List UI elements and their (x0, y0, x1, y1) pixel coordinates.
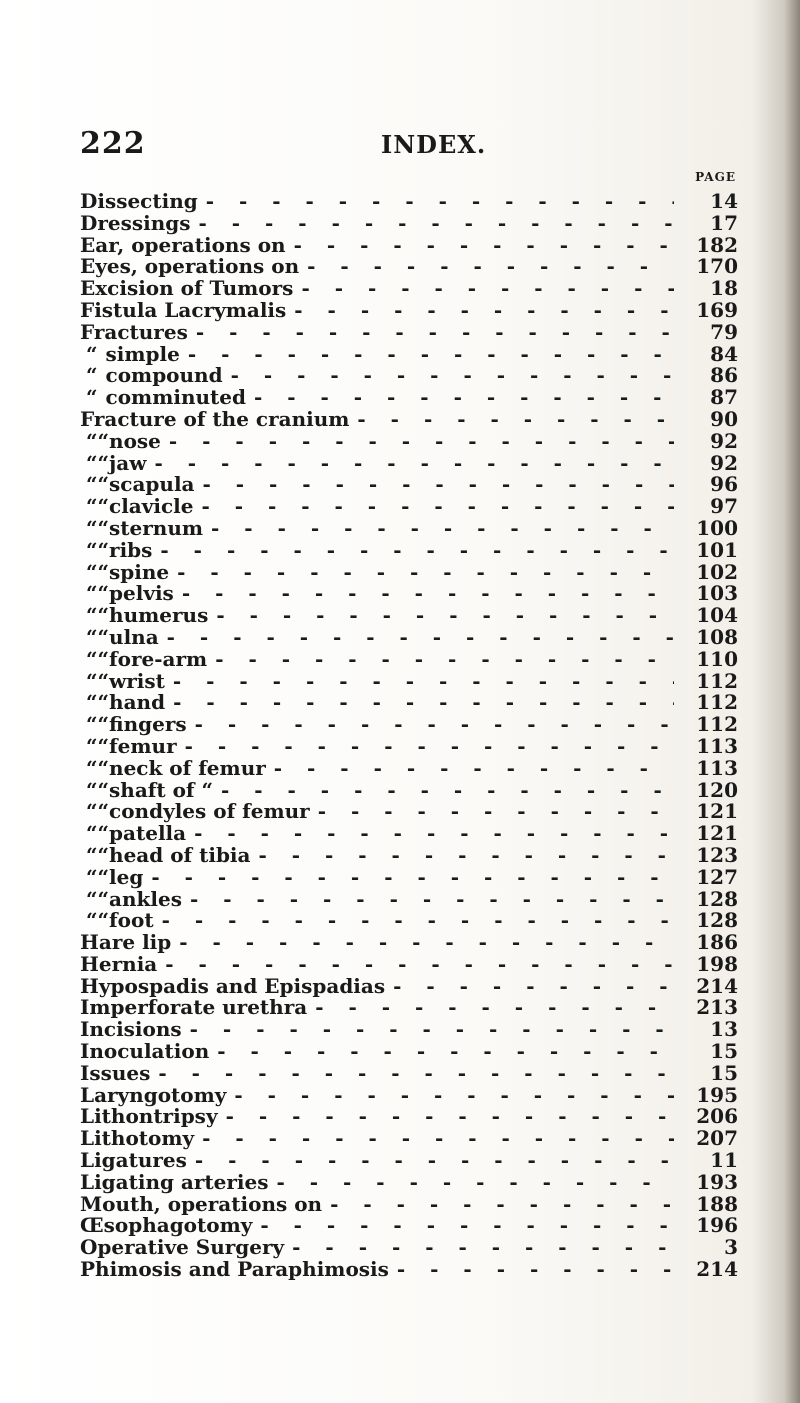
index-page-ref: 121 (696, 821, 738, 846)
index-page-ref: 97 (710, 494, 738, 519)
ditto-mark: “ (97, 821, 110, 846)
index-entry (80, 210, 738, 235)
index-page-ref: 103 (696, 581, 738, 606)
index-term: Hernia (80, 951, 158, 976)
index-page-ref: 112 (696, 668, 738, 693)
index-entry (80, 864, 738, 889)
index-entry (80, 278, 738, 300)
index-entry (80, 1237, 738, 1259)
dot-leader (393, 976, 674, 998)
index-term: Lithotomy (80, 1126, 195, 1151)
index-page-ref: 128 (696, 886, 738, 911)
index-page-ref: 206 (696, 1104, 738, 1129)
index-page-ref: 213 (696, 995, 738, 1020)
index-page-ref: 113 (696, 733, 738, 758)
index-page-ref: 79 (710, 319, 738, 344)
ditto-mark: “ (86, 864, 98, 889)
index-term: hand (109, 690, 166, 715)
page-header (80, 126, 720, 166)
dot-leader (151, 867, 674, 889)
index-term: head of tibia (109, 842, 251, 867)
dot-leader (274, 758, 674, 780)
index-page-ref: 186 (696, 930, 738, 955)
index-term: Lithontripsy (80, 1104, 218, 1129)
ditto-mark: “ (97, 842, 110, 867)
index-entry (80, 910, 738, 932)
index-entry (80, 777, 738, 802)
index-term: Mouth, operations on (80, 1191, 323, 1216)
dot-leader (357, 409, 674, 431)
index-entry (80, 714, 738, 736)
index-entry (80, 450, 738, 475)
index-term: patella (109, 821, 187, 846)
index-entry (80, 365, 738, 387)
index-term: sternum (109, 515, 204, 540)
index-page-ref: 128 (696, 908, 738, 933)
index-entry (80, 932, 738, 954)
index-page-ref: 15 (710, 1060, 738, 1085)
ditto-mark: “ (97, 646, 110, 671)
dot-leader (226, 1106, 674, 1128)
dot-leader (177, 562, 674, 584)
index-term: fore-arm (109, 646, 208, 671)
index-term: Hare lip (80, 930, 172, 955)
index-page-ref: 108 (696, 624, 738, 649)
ditto-mark: “ (97, 450, 110, 475)
ditto-mark: “ (97, 494, 110, 519)
index-page-ref: 120 (696, 777, 738, 802)
ditto-mark: “ (86, 777, 98, 802)
index-page-ref: 15 (710, 1039, 738, 1064)
ditto-mark: “ (86, 755, 98, 780)
index-page-ref: 214 (696, 1257, 738, 1282)
dot-leader (195, 714, 674, 736)
index-page-ref: 127 (696, 864, 738, 889)
index-entry (80, 668, 738, 693)
index-term: Fistula Lacrymalis (80, 297, 287, 322)
dot-leader (260, 1215, 674, 1237)
index-term: comminuted (105, 385, 246, 410)
index-entry (80, 1041, 738, 1063)
ditto-mark: “ (97, 755, 110, 780)
ditto-mark: “ (86, 646, 98, 671)
index-entry (80, 1019, 738, 1041)
ditto-mark: “ (97, 799, 110, 824)
index-page-ref: 193 (696, 1169, 738, 1194)
ditto-mark: “ (86, 668, 98, 693)
index-term: Fractures (80, 319, 188, 344)
ditto-mark: “ (86, 515, 98, 540)
index-term: spine (109, 559, 170, 584)
index-entry (80, 973, 738, 998)
index-entry (80, 297, 738, 322)
dot-leader (397, 1259, 674, 1281)
index-entry (80, 474, 738, 496)
index-entry (80, 755, 738, 780)
index-term: scapula (109, 472, 195, 497)
dot-leader (169, 431, 674, 453)
ditto-mark: “ (97, 537, 110, 562)
running-head: INDEX. (381, 130, 487, 159)
index-entry (80, 1215, 738, 1237)
ditto-mark: “ (97, 472, 110, 497)
index-term: neck of femur (109, 755, 266, 780)
ditto-mark: “ (86, 559, 98, 584)
ditto-mark: “ (86, 385, 98, 410)
dot-leader (160, 540, 674, 562)
index-term: condyles of femur (109, 799, 310, 824)
index-page-ref: 169 (696, 297, 738, 322)
index-term: Excision of Tumors (80, 276, 294, 301)
ditto-mark: “ (86, 537, 98, 562)
index-term: simple (105, 341, 180, 366)
ditto-mark: “ (86, 712, 98, 737)
index-entry (80, 496, 738, 518)
index-term: ulna (109, 624, 159, 649)
index-entry (80, 406, 738, 431)
index-term: Eyes, operations on (80, 254, 300, 279)
index-page-ref: 87 (710, 385, 738, 410)
index-page-ref: 112 (696, 690, 738, 715)
index-entry (80, 1169, 738, 1194)
index-entry (80, 537, 738, 562)
index-page-ref: 123 (696, 842, 738, 867)
index-term: jaw (109, 450, 147, 475)
index-term: Ligating arteries (80, 1169, 269, 1194)
dot-leader (182, 583, 674, 605)
index-term: Imperforate urethra (80, 995, 308, 1020)
ditto-mark: “ (86, 690, 98, 715)
ditto-mark: “ (97, 668, 110, 693)
ditto-mark: “ (97, 603, 110, 628)
dot-leader (199, 213, 674, 235)
dot-leader (158, 1063, 674, 1085)
ditto-mark: “ (86, 821, 98, 846)
index-page-ref: 188 (696, 1191, 738, 1216)
index-page-ref: 196 (696, 1213, 738, 1238)
dot-leader (234, 1085, 674, 1107)
index-list (80, 191, 738, 1281)
dot-leader (315, 997, 674, 1019)
index-page-ref: 170 (696, 254, 738, 279)
index-page-ref: 92 (710, 450, 738, 475)
index-term: shaft of “ (109, 777, 214, 802)
ditto-mark: “ (97, 428, 110, 453)
index-term: foot (109, 908, 154, 933)
index-term: Fracture of the cranium (80, 406, 350, 431)
dot-leader (185, 736, 674, 758)
index-entry (80, 624, 738, 649)
index-term: ankles (109, 886, 182, 911)
index-term: fingers (109, 712, 187, 737)
dot-leader (277, 1172, 674, 1194)
ditto-mark: “ (97, 908, 110, 933)
dot-leader (195, 1150, 674, 1172)
index-entry (80, 515, 738, 540)
index-entry (80, 1150, 738, 1172)
ditto-mark: “ (86, 603, 98, 628)
index-page-ref: 214 (696, 973, 738, 998)
index-entry (80, 341, 738, 366)
index-entry (80, 1082, 738, 1107)
index-entry (80, 232, 738, 257)
dot-leader (211, 518, 674, 540)
index-entry (80, 1106, 738, 1128)
dot-leader (173, 671, 674, 693)
dot-leader (154, 453, 674, 475)
index-entry (80, 733, 738, 758)
dot-leader (188, 344, 674, 366)
index-term: Issues (80, 1060, 151, 1085)
index-page-ref: 18 (710, 276, 738, 301)
ditto-mark: “ (97, 886, 110, 911)
index-entry (80, 997, 738, 1019)
ditto-mark: “ (86, 581, 98, 606)
index-page-ref: 17 (710, 210, 738, 235)
index-entry (80, 1191, 738, 1216)
dot-leader (196, 322, 674, 344)
index-term: Incisions (80, 1017, 182, 1042)
index-term: Dressings (80, 210, 191, 235)
ditto-mark: “ (97, 515, 110, 540)
index-term: femur (109, 733, 177, 758)
ditto-mark: “ (97, 559, 110, 584)
index-page-ref: 96 (710, 472, 738, 497)
page-column-label: PAGE (695, 170, 736, 184)
index-page-ref: 198 (696, 951, 738, 976)
index-page-ref: 110 (696, 646, 738, 671)
index-page-ref: 102 (696, 559, 738, 584)
index-term: nose (109, 428, 161, 453)
index-entry (80, 1259, 738, 1281)
ditto-mark: “ (86, 450, 98, 475)
index-page-ref: 3 (724, 1235, 738, 1260)
index-page-ref: 90 (710, 406, 738, 431)
dot-leader (202, 1128, 674, 1150)
index-entry (80, 801, 738, 823)
index-page-ref: 112 (696, 712, 738, 737)
ditto-mark: “ (97, 712, 110, 737)
index-entry (80, 1060, 738, 1085)
dot-leader (330, 1194, 674, 1216)
dot-leader (294, 235, 674, 257)
index-entry (80, 387, 738, 409)
dot-leader (318, 801, 674, 823)
ditto-mark: “ (86, 886, 98, 911)
ditto-mark: “ (97, 624, 110, 649)
ditto-mark: “ (97, 777, 110, 802)
dot-leader (231, 365, 674, 387)
ditto-mark: “ (86, 494, 98, 519)
dot-leader (217, 1041, 674, 1063)
index-entry (80, 886, 738, 911)
index-entry (80, 692, 738, 714)
index-entry (80, 319, 738, 344)
page-number: 222 (80, 126, 146, 161)
dot-leader (190, 1019, 674, 1041)
index-entry (80, 605, 738, 627)
ditto-mark: “ (97, 864, 110, 889)
index-page-ref: 13 (710, 1017, 738, 1042)
index-term: humerus (109, 603, 209, 628)
index-page-ref: 104 (696, 603, 738, 628)
ditto-mark: “ (86, 624, 98, 649)
index-entry (80, 559, 738, 584)
dot-leader (301, 278, 674, 300)
ditto-mark: “ (97, 581, 110, 606)
dot-leader (179, 932, 674, 954)
index-term: Ligatures (80, 1148, 187, 1173)
ditto-mark: “ (86, 472, 98, 497)
index-entry (80, 583, 738, 605)
ditto-mark: “ (86, 363, 98, 388)
dot-leader (216, 605, 674, 627)
index-term: Œsophagotomy (80, 1213, 253, 1238)
index-page-ref: 195 (696, 1082, 738, 1107)
index-page-ref: 182 (696, 232, 738, 257)
index-page-ref: 14 (710, 189, 738, 213)
index-entry (80, 256, 738, 278)
ditto-mark: “ (86, 341, 98, 366)
dot-leader (162, 910, 674, 932)
ditto-mark: “ (86, 428, 98, 453)
index-term: wrist (109, 668, 165, 693)
ditto-mark: “ (86, 908, 98, 933)
dot-leader (190, 889, 674, 911)
dot-leader (173, 692, 674, 714)
index-term: leg (109, 864, 144, 889)
index-term: Laryngotomy (80, 1082, 227, 1107)
index-entry (80, 842, 738, 867)
dot-leader (307, 256, 674, 278)
dot-leader (167, 627, 674, 649)
index-page-ref: 92 (710, 428, 738, 453)
dot-leader (221, 780, 674, 802)
index-page-ref: 100 (696, 515, 738, 540)
index-page-ref: 86 (710, 363, 738, 388)
index-term: ribs (109, 537, 153, 562)
index-page-ref: 84 (710, 341, 738, 366)
index-term: Inoculation (80, 1039, 210, 1064)
dot-leader (201, 496, 674, 518)
index-entry (80, 191, 738, 213)
dot-leader (294, 300, 674, 322)
index-entry (80, 428, 738, 453)
index-term: compound (105, 363, 223, 388)
index-page-ref: 207 (696, 1126, 738, 1151)
ditto-mark: “ (97, 690, 110, 715)
dot-leader (206, 191, 674, 213)
index-term: Operative Surgery (80, 1235, 285, 1260)
dot-leader (254, 387, 674, 409)
index-term: clavicle (109, 494, 194, 519)
dot-leader (203, 474, 674, 496)
index-page-ref: 11 (710, 1148, 738, 1173)
dot-leader (259, 845, 675, 867)
index-page-ref: 113 (696, 755, 738, 780)
index-entry (80, 951, 738, 976)
index-entry (80, 1128, 738, 1150)
ditto-mark: “ (97, 733, 110, 758)
index-term: Hypospadis and Epispadias (80, 973, 386, 998)
index-term: pelvis (109, 581, 174, 606)
dot-leader (292, 1237, 674, 1259)
ditto-mark: “ (86, 733, 98, 758)
index-term: Dissecting (80, 189, 198, 213)
index-page-ref: 121 (696, 799, 738, 824)
dot-leader (215, 649, 674, 671)
index-entry (80, 646, 738, 671)
index-entry (80, 823, 738, 845)
index-term: Ear, operations on (80, 232, 286, 257)
index-term: Phimosis and Paraphimosis (80, 1257, 389, 1282)
ditto-mark: “ (86, 842, 98, 867)
index-page-ref: 101 (696, 537, 738, 562)
dot-leader (165, 954, 674, 976)
ditto-mark: “ (86, 799, 98, 824)
dot-leader (194, 823, 674, 845)
